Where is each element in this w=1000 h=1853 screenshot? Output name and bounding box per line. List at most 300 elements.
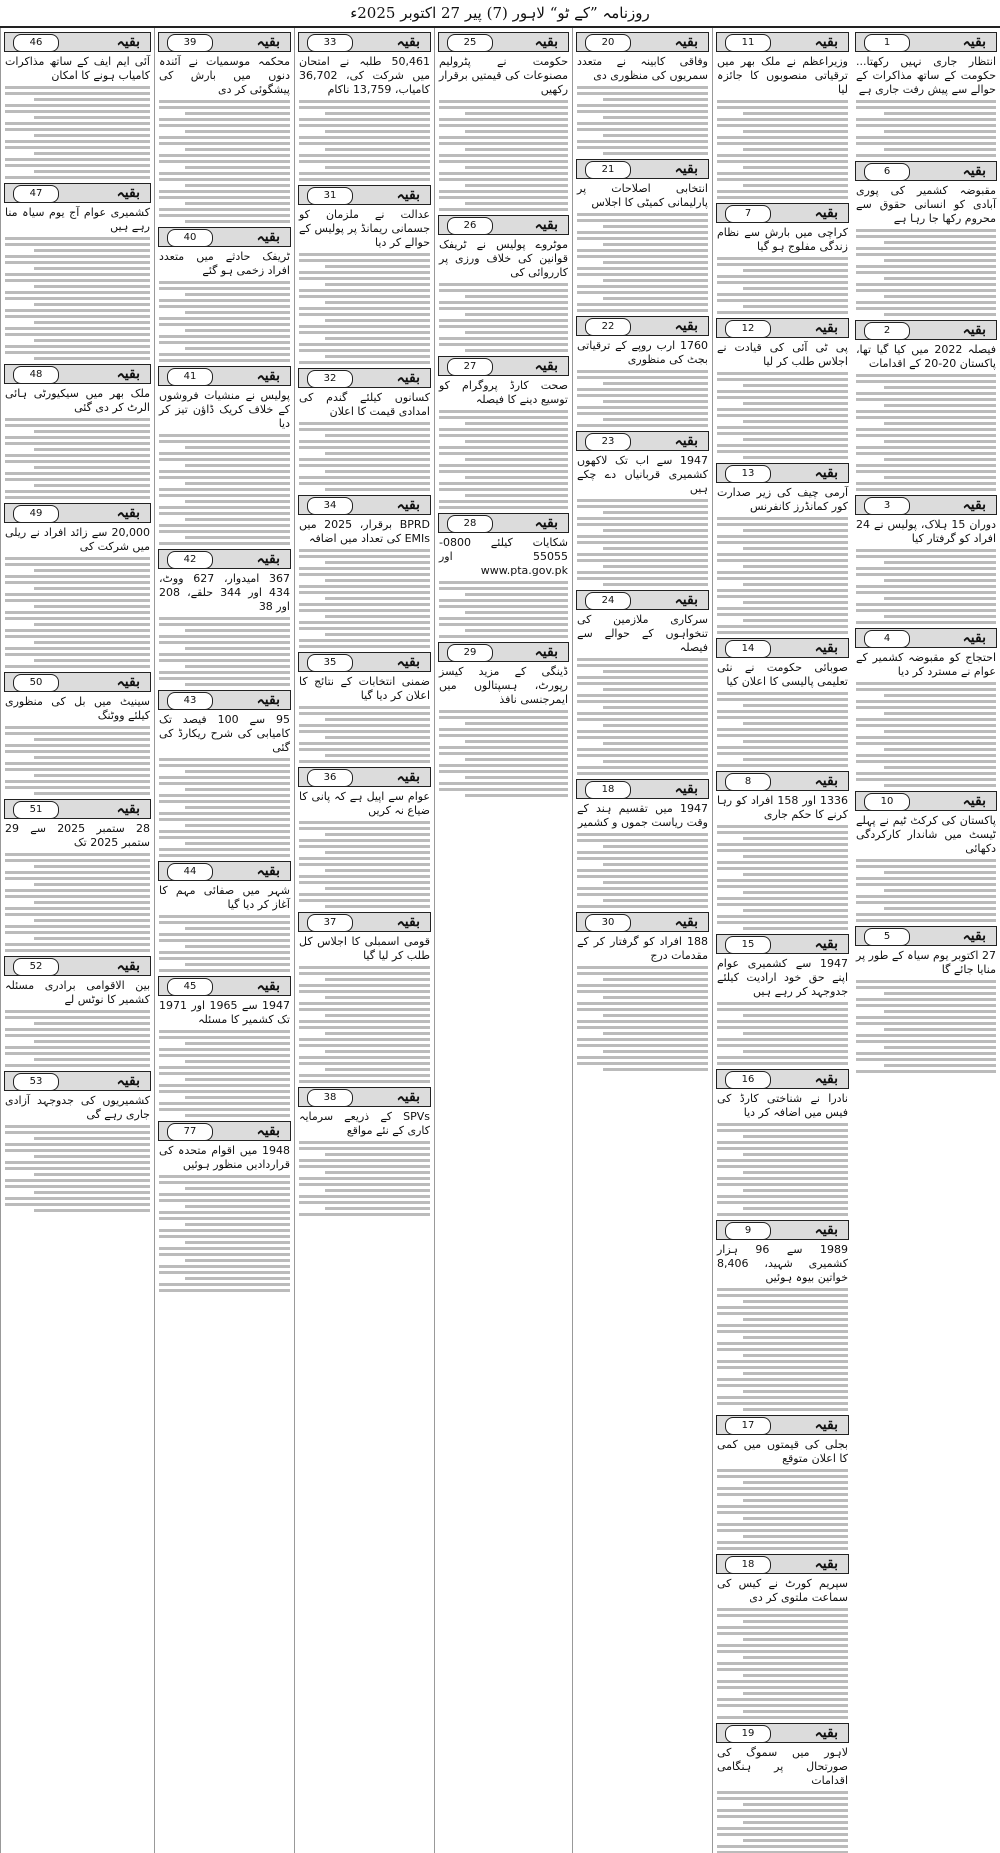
- continuation-number: 38: [307, 1089, 353, 1107]
- text-line: [299, 271, 430, 274]
- text-line: [884, 476, 996, 479]
- text-line: [465, 476, 568, 479]
- text-line: [159, 1048, 290, 1051]
- text-line: [159, 957, 290, 960]
- continuation-block: [155, 690, 294, 857]
- text-line: [717, 196, 848, 199]
- text-line: [34, 448, 150, 451]
- continuation-number: 51: [13, 801, 59, 819]
- text-line: [34, 738, 150, 741]
- text-line: [884, 784, 996, 787]
- text-line: [577, 664, 708, 667]
- text-line: [856, 1052, 996, 1055]
- continuation-number: 16: [725, 1071, 771, 1089]
- text-line: [717, 1827, 848, 1830]
- text-line: [856, 434, 996, 437]
- text-line: [717, 1026, 848, 1029]
- text-line: [856, 283, 996, 286]
- text-line: [159, 969, 290, 972]
- text-line: [465, 166, 568, 169]
- text-line: [159, 848, 290, 851]
- continuation-number: 19: [725, 1725, 771, 1743]
- continuation-tag: [4, 32, 151, 52]
- text-line: [5, 146, 150, 149]
- text-line: [603, 670, 708, 673]
- text-line: [185, 629, 290, 632]
- text-lines: [435, 283, 572, 352]
- text-line: [465, 494, 568, 497]
- text-line: [465, 758, 568, 761]
- text-line: [299, 440, 430, 443]
- text-line: [465, 440, 568, 443]
- continuation-tag: [716, 934, 849, 954]
- text-line: [34, 116, 150, 119]
- text-line: [185, 464, 290, 467]
- text-line: [743, 722, 848, 725]
- text-line: [159, 1030, 290, 1033]
- text-line: [439, 428, 568, 431]
- text-line: [717, 414, 848, 417]
- newspaper-dateline: روزنامہ ”کے ٹو“ لاہور (7) پیر 27 اکتوبر 2025ء: [350, 4, 650, 22]
- continuation-label: بقیہ: [396, 370, 420, 386]
- text-line: [185, 166, 290, 169]
- text-line: [299, 1147, 430, 1150]
- text-line: [743, 601, 848, 604]
- continuation-number: 39: [167, 34, 213, 52]
- text-line: [299, 984, 430, 987]
- continuation-number: 10: [864, 793, 910, 811]
- text-line: [159, 488, 290, 491]
- text-line: [717, 1312, 848, 1315]
- continuation-number: 35: [307, 654, 353, 672]
- text-line: [856, 301, 996, 304]
- text-line: [5, 871, 150, 874]
- article-text: ملک بھر میں سیکیورٹی ہائی الرٹ کر دی گئی: [5, 387, 150, 414]
- continuation-tag: [158, 690, 291, 710]
- continuation-number: 32: [307, 370, 353, 388]
- continuation-number: 33: [307, 34, 353, 52]
- article-text: کراچی میں بارش سے نظام زندگی مفلوج ہو گیا: [717, 226, 848, 253]
- text-line: [159, 623, 290, 626]
- text-line: [717, 523, 848, 526]
- continuation-label: بقیہ: [814, 936, 838, 952]
- continuation-label: بقیہ: [674, 433, 698, 449]
- text-lines: [295, 422, 434, 491]
- text-line: [717, 867, 848, 870]
- text-line: [325, 452, 430, 455]
- text-line: [717, 861, 848, 864]
- text-line: [34, 357, 150, 360]
- text-line: [299, 1201, 430, 1204]
- text-line: [5, 647, 150, 650]
- text-line: [5, 611, 150, 614]
- text-line: [159, 154, 290, 157]
- continuation-label: بقیہ: [396, 187, 420, 203]
- text-line: [743, 384, 848, 387]
- text-line: [603, 742, 708, 745]
- text-lines: [295, 1141, 434, 1216]
- article-text: 1948 میں اقوام متحدہ کی قراردادیں منظور ہوئیں: [159, 1144, 290, 1171]
- text-lines: [155, 758, 294, 857]
- text-lines: [713, 1123, 852, 1216]
- text-line: [5, 1125, 150, 1128]
- text-lines: [852, 682, 1000, 787]
- continuation-label: بقیہ: [256, 692, 280, 708]
- text-line: [5, 575, 150, 578]
- text-lines: [852, 229, 1000, 316]
- text-line: [185, 665, 290, 668]
- text-line: [5, 629, 150, 632]
- text-line: [185, 130, 290, 133]
- text-line: [159, 305, 290, 308]
- text-line: [299, 307, 430, 310]
- text-line: [577, 1020, 708, 1023]
- text-line: [325, 905, 430, 908]
- text-line: [439, 635, 568, 638]
- text-line: [159, 172, 290, 175]
- text-line: [439, 172, 568, 175]
- text-line: [717, 426, 848, 429]
- text-line: [856, 410, 996, 413]
- continuation-tag: [716, 318, 849, 338]
- text-line: [717, 263, 848, 266]
- continuation-label: بقیہ: [814, 1725, 838, 1741]
- continuation-block: [1, 956, 154, 1067]
- text-line: [717, 124, 848, 127]
- text-line: [34, 285, 150, 288]
- text-line: [856, 1004, 996, 1007]
- text-line: [717, 831, 848, 834]
- continuation-label: بقیہ: [814, 465, 838, 481]
- continuation-block: [1, 32, 154, 179]
- text-line: [743, 1803, 848, 1806]
- text-line: [159, 317, 290, 320]
- text-line: [884, 694, 996, 697]
- text-line: [299, 585, 430, 588]
- text-line: [465, 184, 568, 187]
- continuation-number: 6: [864, 163, 910, 181]
- text-line: [856, 265, 996, 268]
- continuation-number: 52: [13, 958, 59, 976]
- text-line: [717, 390, 848, 393]
- text-lines: [713, 1288, 852, 1411]
- text-line: [159, 124, 290, 127]
- text-lines: [573, 213, 712, 312]
- text-line: [439, 319, 568, 322]
- text-line: [577, 517, 708, 520]
- text-line: [159, 142, 290, 145]
- text-line: [717, 1183, 848, 1186]
- continuation-label: بقیہ: [814, 34, 838, 50]
- continuation-label: بقیہ: [116, 958, 140, 974]
- text-line: [299, 712, 430, 715]
- text-line: [743, 1336, 848, 1339]
- text-line: [577, 128, 708, 131]
- text-lines: [155, 281, 294, 362]
- text-lines: [435, 710, 572, 797]
- text-lines: [713, 517, 852, 634]
- text-line: [717, 1294, 848, 1297]
- continuation-tag: [716, 638, 849, 658]
- text-line: [743, 1372, 848, 1375]
- text-line: [185, 1205, 290, 1208]
- text-line: [159, 524, 290, 527]
- text-line: [5, 309, 150, 312]
- continuation-block: [1, 1071, 154, 1212]
- text-line: [5, 1203, 150, 1206]
- text-line: [743, 148, 848, 151]
- text-line: [577, 857, 708, 860]
- text-line: [743, 837, 848, 840]
- text-line: [743, 130, 848, 133]
- text-line: [717, 1288, 848, 1291]
- text-line: [299, 990, 430, 993]
- text-line: [856, 124, 996, 127]
- text-line: [717, 142, 848, 145]
- text-line: [159, 434, 290, 437]
- text-line: [717, 571, 848, 574]
- text-line: [577, 676, 708, 679]
- text-line: [185, 293, 290, 296]
- continuation-block: [713, 463, 852, 634]
- text-line: [717, 1511, 848, 1514]
- text-line: [743, 1171, 848, 1174]
- continuation-tag: [438, 356, 569, 376]
- text-line: [159, 1199, 290, 1202]
- text-line: [439, 746, 568, 749]
- text-line: [717, 692, 848, 695]
- text-line: [465, 148, 568, 151]
- text-line: [577, 273, 708, 276]
- text-line: [743, 1499, 848, 1502]
- text-line: [325, 1050, 430, 1053]
- text-line: [299, 875, 430, 878]
- text-line: [325, 1068, 430, 1071]
- text-line: [856, 760, 996, 763]
- text-line: [884, 1028, 996, 1031]
- text-line: [185, 518, 290, 521]
- continuation-tag: [716, 32, 849, 52]
- text-line: [577, 237, 708, 240]
- text-line: [603, 1014, 708, 1017]
- continuation-block: [852, 320, 1000, 491]
- text-line: [5, 279, 150, 282]
- text-line: [884, 907, 996, 910]
- text-line: [299, 827, 430, 830]
- text-line: [603, 583, 708, 586]
- text-line: [185, 963, 290, 966]
- text-line: [5, 243, 150, 246]
- continuation-number: 43: [167, 692, 213, 710]
- text-line: [603, 134, 708, 137]
- article-text: بجلی کی قیمتوں میں کمی کا اعلان متوقع: [717, 1438, 848, 1465]
- text-line: [717, 1493, 848, 1496]
- text-line: [717, 450, 848, 453]
- continuation-label: بقیہ: [256, 34, 280, 50]
- text-line: [159, 921, 290, 924]
- text-line: [856, 398, 996, 401]
- text-line: [717, 1523, 848, 1526]
- text-line: [856, 877, 996, 880]
- text-line: [159, 323, 290, 326]
- continuation-block: [155, 32, 294, 223]
- text-line: [577, 736, 708, 739]
- text-line: [439, 617, 568, 620]
- continuation-number: 44: [167, 863, 213, 881]
- text-line: [5, 750, 150, 753]
- column-3: [572, 28, 712, 1853]
- text-line: [856, 247, 996, 250]
- article-text: کشمیریوں کی جدوجہد آزادی جاری رہے گی: [5, 1094, 150, 1121]
- text-line: [717, 1008, 848, 1011]
- text-line: [856, 718, 996, 721]
- text-line: [856, 859, 996, 862]
- text-line: [159, 458, 290, 461]
- text-line: [439, 208, 568, 211]
- continuation-number: 24: [585, 592, 631, 610]
- continuation-number: 31: [307, 187, 353, 205]
- text-line: [743, 1535, 848, 1538]
- text-line: [439, 283, 568, 286]
- text-line: [5, 859, 150, 862]
- continuation-label: بقیہ: [814, 1556, 838, 1572]
- text-line: [717, 1366, 848, 1369]
- text-line: [299, 1213, 430, 1216]
- text-line: [5, 327, 150, 330]
- text-line: [884, 1010, 996, 1013]
- continuation-tag: [158, 549, 291, 569]
- text-line: [577, 1038, 708, 1041]
- continuation-label: بقیہ: [396, 769, 420, 785]
- text-line: [185, 220, 290, 223]
- text-line: [856, 700, 996, 703]
- text-line: [5, 418, 150, 421]
- continuation-number: 77: [167, 1123, 213, 1141]
- text-line: [5, 255, 150, 258]
- continuation-label: بقیہ: [116, 505, 140, 521]
- continuation-label: بقیہ: [534, 358, 558, 374]
- continuation-block: [573, 159, 712, 312]
- continuation-number: 46: [13, 34, 59, 52]
- text-line: [299, 464, 430, 467]
- continuation-number: 15: [725, 936, 771, 954]
- text-lines: [852, 549, 1000, 624]
- text-line: [717, 1644, 848, 1647]
- text-line: [159, 933, 290, 936]
- continuation-tag: [855, 791, 997, 811]
- text-line: [299, 730, 430, 733]
- text-line: [603, 881, 708, 884]
- text-line: [717, 1608, 848, 1611]
- text-line: [577, 658, 708, 661]
- text-line: [856, 754, 996, 757]
- text-line: [465, 202, 568, 205]
- text-line: [577, 291, 708, 294]
- article-text: عدالت نے ملزمان کو جسمانی ریمانڈ پر پولیس کے حوالے کر دیا: [299, 208, 430, 249]
- text-line: [299, 1044, 430, 1047]
- article-text: 1947 سے اب تک لاکھوں کشمیری قربانیاں دے چکے ہیں: [577, 454, 708, 495]
- text-line: [185, 347, 290, 350]
- continuation-tag: [716, 1220, 849, 1240]
- text-line: [439, 100, 568, 103]
- text-line: [577, 388, 708, 391]
- text-line: [603, 243, 708, 246]
- text-line: [717, 1020, 848, 1023]
- text-line: [884, 313, 996, 316]
- text-line: [717, 444, 848, 447]
- text-line: [717, 1833, 848, 1836]
- text-line: [325, 1171, 430, 1174]
- text-line: [717, 825, 848, 828]
- text-line: [717, 1159, 848, 1162]
- text-line: [717, 1306, 848, 1309]
- text-lines: [713, 1469, 852, 1550]
- text-line: [577, 893, 708, 896]
- text-line: [856, 778, 996, 781]
- text-line: [34, 134, 150, 137]
- text-line: [159, 635, 290, 638]
- text-line: [34, 466, 150, 469]
- text-line: [34, 1209, 150, 1212]
- text-line: [884, 579, 996, 582]
- text-line: [856, 428, 996, 431]
- text-line: [856, 142, 996, 145]
- continuation-label: بقیہ: [814, 205, 838, 221]
- text-line: [299, 136, 430, 139]
- text-line: [325, 470, 430, 473]
- text-line: [577, 406, 708, 409]
- text-line: [717, 1213, 848, 1216]
- text-line: [185, 788, 290, 791]
- text-line: [603, 418, 708, 421]
- text-line: [34, 901, 150, 904]
- text-line: [159, 800, 290, 803]
- text-line: [299, 845, 430, 848]
- text-line: [743, 402, 848, 405]
- text-line: [717, 1662, 848, 1665]
- continuation-label: بقیہ: [256, 368, 280, 384]
- text-line: [577, 86, 708, 89]
- text-line: [5, 490, 150, 493]
- text-lines: [295, 821, 434, 908]
- text-line: [717, 1195, 848, 1198]
- text-line: [717, 311, 848, 314]
- text-line: [743, 166, 848, 169]
- text-lines: [713, 100, 852, 199]
- text-line: [299, 706, 430, 709]
- text-line: [299, 899, 430, 902]
- continuation-number: 12: [725, 320, 771, 338]
- text-line: [5, 1185, 150, 1188]
- text-line: [577, 1026, 708, 1029]
- text-line: [717, 607, 848, 610]
- text-line: [5, 315, 150, 318]
- text-line: [465, 331, 568, 334]
- text-line: [717, 1815, 848, 1818]
- text-line: [159, 281, 290, 284]
- continuation-number: 27: [447, 358, 493, 376]
- text-line: [325, 166, 430, 169]
- text-line: [34, 1191, 150, 1194]
- text-line: [299, 1074, 430, 1077]
- text-line: [717, 1475, 848, 1478]
- text-line: [159, 1072, 290, 1075]
- text-line: [159, 1090, 290, 1093]
- continuation-number: 1: [864, 34, 910, 52]
- text-lines: [295, 549, 434, 648]
- text-line: [743, 1821, 848, 1824]
- text-line: [856, 986, 996, 989]
